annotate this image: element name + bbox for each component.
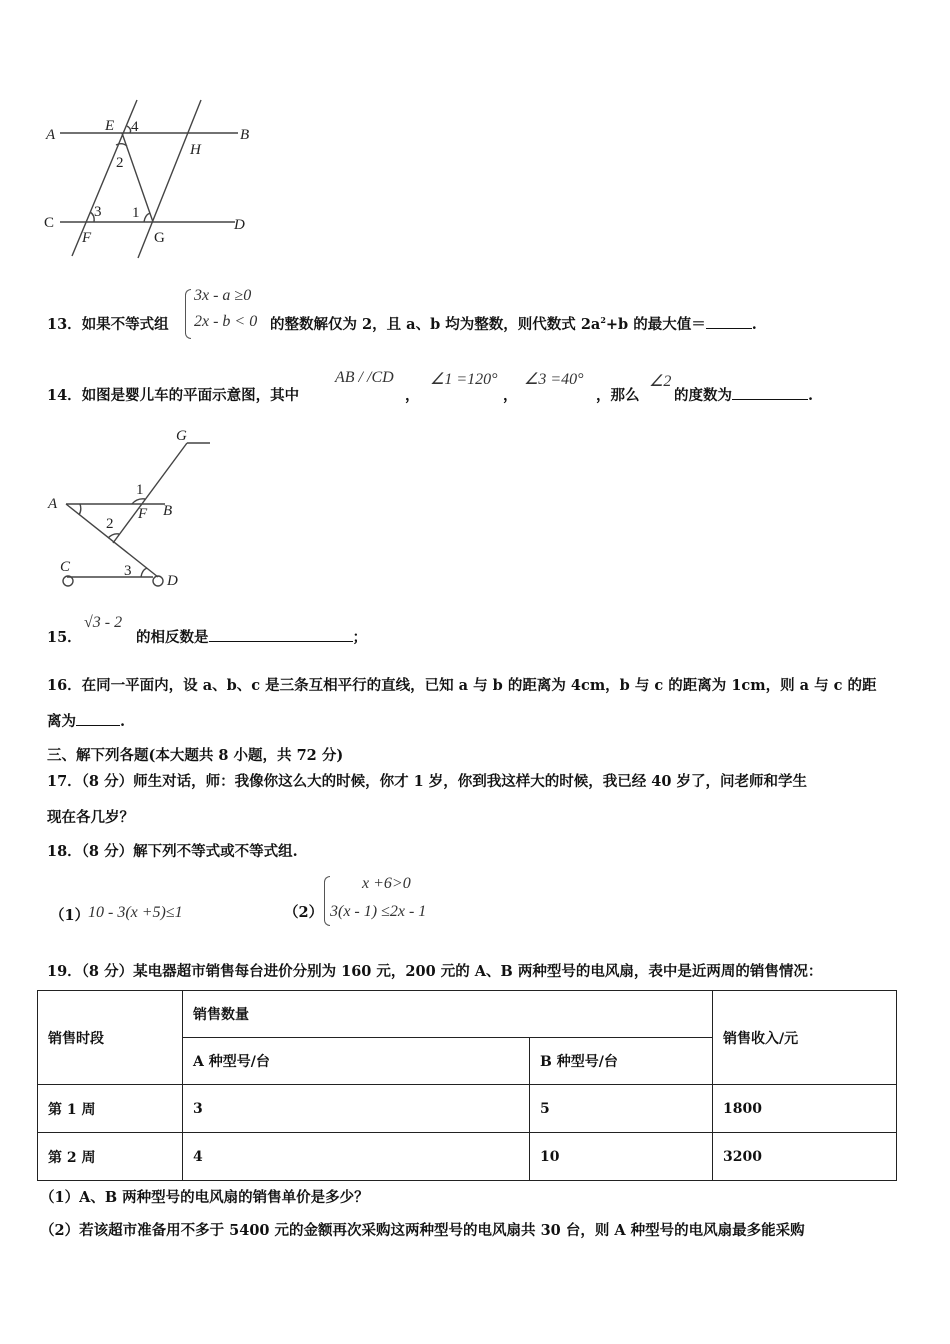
- label-b: B: [240, 127, 250, 143]
- section-heading: 三、解下列各题(本大题共 8 小题，共 72 分): [47, 747, 344, 764]
- header-period: 销售时段: [38, 991, 183, 1085]
- sales-table: [37, 990, 897, 1181]
- label-a: A: [46, 127, 56, 143]
- label-f: F: [82, 230, 92, 246]
- cell-a: 4: [183, 1133, 530, 1181]
- label-h: H: [190, 142, 201, 158]
- question-16: 16．在同一平面内，设 a、b、c 是三条互相平行的直线，已知 a 与 b 的距离为 4cm，b 与 c 的距离为 1cm，则 a 与 c 的距: [47, 677, 877, 694]
- label-g: G: [176, 428, 187, 444]
- label-angle-2: 2: [116, 155, 124, 171]
- answer-blank[interactable]: [76, 711, 120, 726]
- label-a: A: [48, 496, 58, 512]
- math-angle3: ∠3 =40°: [524, 371, 584, 388]
- cell-income: 1800: [713, 1085, 897, 1133]
- answer-blank[interactable]: [706, 314, 752, 329]
- label-c: C: [44, 215, 55, 231]
- brace: [185, 289, 191, 339]
- answer-blank[interactable]: [732, 385, 808, 400]
- question-19: 19．（8 分）某电器超市销售每台进价分别为 160 元，200 元的 A、B 两种型号的电风扇，表中是近两周的销售情况：: [47, 963, 823, 980]
- label-f: F: [138, 506, 148, 522]
- inequality-1: 3x - a ≥0: [194, 287, 252, 304]
- figure-stroller: [0, 420, 230, 600]
- question-16-line2: 离为 .: [47, 713, 126, 730]
- math-angle1: ∠1 =120°: [430, 371, 498, 388]
- question-17: 17．（8 分）师生对话，师：我像你这么大的时候，你才 1 岁，你到我这样大的时候，我已经 40 岁了，问老师和学生: [47, 773, 808, 790]
- label-g: G: [154, 230, 165, 246]
- question-19-part-2: （2）若该超市准备用不多于 5400 元的金额再次采购这两种型号的电风扇共 30 台，则 A 种型号的电风扇最多能采购: [40, 1222, 805, 1239]
- figure-parallel-lines: [0, 0, 280, 270]
- cell-income: 3200: [713, 1133, 897, 1181]
- table-row: [38, 1085, 897, 1133]
- cell-b: 5: [530, 1085, 713, 1133]
- label-angle-1: 1: [136, 482, 144, 498]
- cell-period: 第 2 周: [38, 1133, 183, 1181]
- header-type-a: A 种型号/台: [183, 1038, 530, 1085]
- header-income: 销售收入/元: [713, 991, 897, 1085]
- label-b: B: [163, 503, 173, 519]
- inequality-part-2-b: 3(x - 1) ≤2x - 1: [330, 903, 427, 920]
- header-quantity: 销售数量: [183, 991, 713, 1038]
- label-angle-2: 2: [106, 516, 114, 532]
- question-18: 18．（8 分）解下列不等式或不等式组.: [47, 843, 298, 860]
- answer-blank[interactable]: [209, 627, 353, 642]
- question-19-part-1: （1）A、B 两种型号的电风扇的销售单价是多少？: [40, 1189, 369, 1206]
- label-e: E: [105, 118, 115, 134]
- inequality-part-2-a: x +6>0: [362, 875, 411, 892]
- part-2-label: （2）: [284, 904, 324, 921]
- comma: ，: [405, 387, 420, 404]
- header-type-b: B 种型号/台: [530, 1038, 713, 1085]
- cell-period: 第 1 周: [38, 1085, 183, 1133]
- cell-b: 10: [530, 1133, 713, 1181]
- math-ab-parallel-cd: AB / /CD: [335, 369, 394, 386]
- question-14: 14．如图是婴儿车的平面示意图，其中: [47, 387, 300, 404]
- question-17-line2: 现在各几岁？: [47, 809, 134, 826]
- inequality-part-1: 10 - 3(x +5)≤1: [88, 904, 183, 921]
- label-angle-3: 3: [94, 204, 102, 220]
- question-14-mid: ，那么: [596, 387, 640, 404]
- table-row: [38, 1133, 897, 1181]
- label-d: D: [234, 217, 245, 233]
- inequality-2: 2x - b < 0: [194, 313, 258, 330]
- question-13-text: 的整数解仅为 2，且 a、b 均为整数，则代数式 $2a^2+b$ 的最大值＝ .: [270, 315, 757, 333]
- label-angle-1: 1: [132, 205, 140, 221]
- question-14-end: 的度数为 .: [674, 387, 814, 404]
- question-15-number: 15．: [47, 629, 82, 646]
- comma: ，: [503, 387, 518, 404]
- question-13: 13．如果不等式组: [47, 316, 169, 333]
- label-angle-3: 3: [124, 563, 132, 579]
- part-1-label: （1）: [50, 907, 90, 924]
- cell-a: 3: [183, 1085, 530, 1133]
- label-angle-4: 4: [131, 119, 139, 135]
- label-d: D: [167, 573, 178, 589]
- question-15: 的相反数是 ；: [136, 629, 367, 646]
- math-sqrt3-minus-2: √3 - 2: [84, 614, 123, 631]
- label-c: C: [60, 559, 71, 575]
- math-angle2: ∠2: [649, 373, 672, 390]
